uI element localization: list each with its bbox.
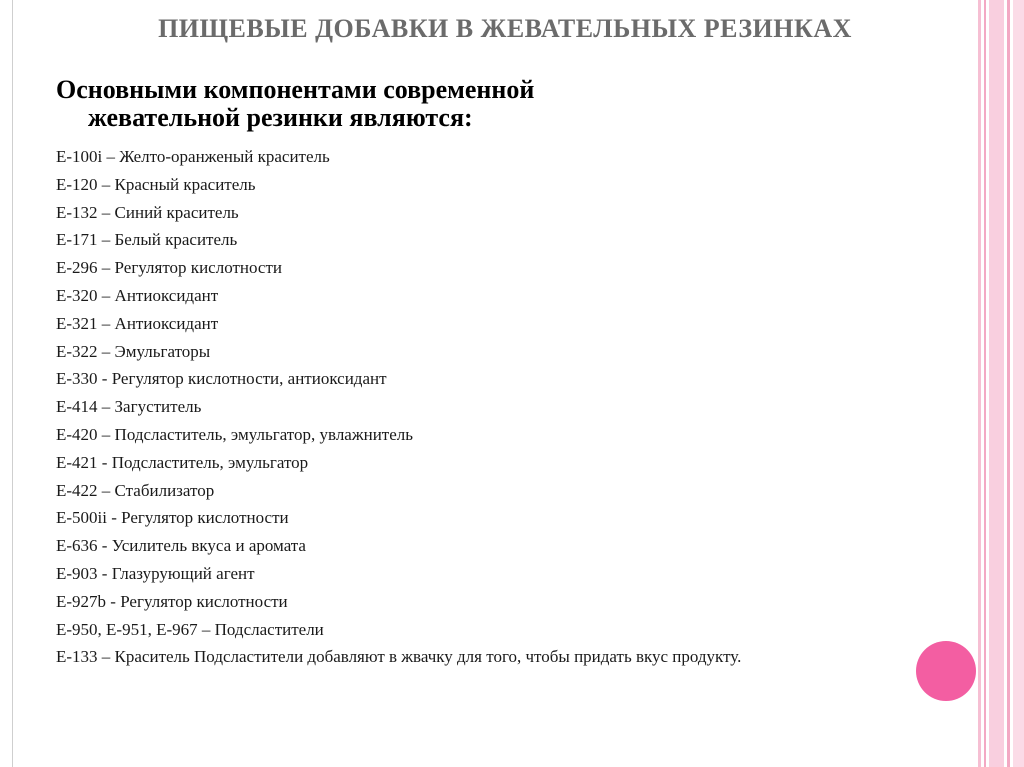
list-item: Е-322 – Эмульгаторы — [56, 341, 211, 361]
decorative-circle-icon — [916, 641, 976, 701]
decorative-stripes — [978, 0, 1024, 767]
list-item: Е-903 - Глазурующий агент — [56, 563, 255, 583]
list-item: Е-636 - Усилитель вкуса и аромата — [56, 536, 306, 556]
stripe — [1007, 0, 1010, 767]
additives-list — [56, 143, 741, 671]
left-border-line — [12, 0, 13, 767]
stripe — [989, 0, 1004, 767]
list-item: Е-133 – Краситель Подсластители добавляют в жвачку для того, чтобы придать вкус продукту. — [56, 647, 742, 667]
subtitle-line-1: Основными компонентами современной — [56, 75, 535, 104]
list-item: Е-120 – Красный краситель — [56, 174, 256, 194]
list-item: Е-950, Е-951, Е-967 – Подсластители — [56, 619, 324, 639]
list-item: Е-500ii - Регулятор кислотности — [56, 508, 289, 528]
stripe — [978, 0, 981, 767]
list-item: Е-927b - Регулятор кислотности — [56, 591, 288, 611]
subtitle-line-2: жевательной резинки являются: — [88, 103, 473, 132]
list-item: Е-321 – Антиоксидант — [56, 313, 219, 333]
list-item: Е-414 – Загуститель — [56, 397, 202, 417]
slide-title: ПИЩЕВЫЕ ДОБАВКИ В ЖЕВАТЕЛЬНЫХ РЕЗИНКАХ — [158, 14, 852, 43]
list-item: Е-132 – Синий краситель — [56, 202, 239, 222]
stripe — [1013, 0, 1024, 767]
list-item: Е-296 – Регулятор кислотности — [56, 258, 282, 278]
list-item: Е-422 – Стабилизатор — [56, 480, 215, 500]
list-item: Е-421 - Подсластитель, эмульгатор — [56, 452, 309, 472]
slide-subtitle — [56, 76, 756, 132]
list-item: Е-320 – Антиоксидант — [56, 285, 219, 305]
list-item: Е-171 – Белый краситель — [56, 230, 238, 250]
list-item: Е-330 - Регулятор кислотности, антиоксидант — [56, 369, 387, 389]
stripe — [984, 0, 986, 767]
list-item: Е-100i – Желто-оранженый краситель — [56, 147, 330, 166]
list-item: Е-420 – Подсластитель, эмульгатор, увлажнитель — [56, 424, 413, 444]
